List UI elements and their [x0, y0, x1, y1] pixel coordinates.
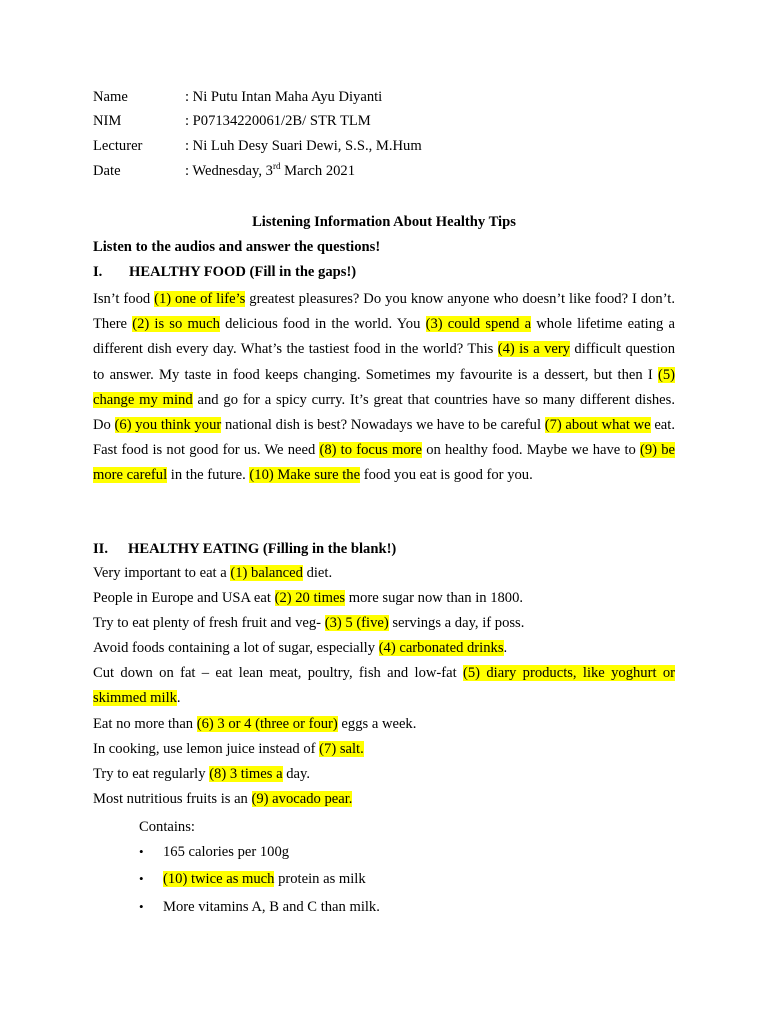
- text-run: .: [503, 640, 508, 656]
- text-run: difficult question to answer. My taste in food keeps changing. Sometimes my favourite is a dessert, but then I: [93, 341, 676, 383]
- highlighted-answer: (4) is a very: [497, 341, 571, 358]
- lecturer-label: Lecturer: [93, 138, 143, 154]
- highlighted-answer: (6) 3 or 4 (three or four): [196, 716, 338, 732]
- name-label: Name: [93, 89, 128, 105]
- section1-number: I.: [93, 264, 103, 280]
- header-nim-row: [93, 111, 371, 131]
- highlighted-answer: (2) is so much: [132, 316, 220, 333]
- date-suffix: March 2021: [280, 163, 356, 179]
- text-run: in the future.: [167, 467, 250, 484]
- section2-line-1: [93, 561, 675, 586]
- highlighted-answer: (3) could spend a: [425, 316, 532, 333]
- date-label: Date: [93, 163, 121, 179]
- highlighted-answer: (9) be more careful: [93, 442, 675, 484]
- highlighted-answer: (3) 5 (five): [324, 615, 389, 631]
- text-run: diet.: [302, 565, 333, 581]
- text-run: More vitamins A, B and C than milk.: [163, 899, 380, 915]
- text-run: on healthy food. Maybe we have to: [422, 442, 640, 459]
- section2-line-6: [93, 712, 675, 737]
- highlighted-answer: (4) carbonated drinks: [378, 640, 504, 656]
- section2-line-8: [93, 762, 675, 787]
- header-lecturer-row: [93, 136, 422, 156]
- text-run: day.: [282, 766, 310, 782]
- section2-number: II.: [93, 541, 109, 557]
- text-run: Isn’t food: [93, 291, 155, 307]
- header-date-row: [93, 161, 355, 181]
- section2-line-5: [93, 661, 675, 711]
- highlighted-answer: (10) twice as much: [163, 871, 275, 887]
- text-run: Very important to eat a: [93, 565, 231, 581]
- text-run: Avoid foods containing a lot of sugar, especially: [93, 640, 379, 656]
- section1-paragraph: [93, 287, 675, 489]
- nim-separator: :: [185, 113, 190, 129]
- section1-title: HEALTHY FOOD (Fill in the gaps!): [129, 264, 357, 280]
- section1-heading: [93, 262, 356, 282]
- bullet-text-1: [163, 844, 289, 860]
- highlighted-answer: (5) change my mind: [93, 366, 675, 408]
- nim-value: P07134220061/2B/ STR TLM: [192, 113, 371, 129]
- text-run: Cut down on fat – eat lean meat, poultry, fish and low-fat: [93, 665, 464, 681]
- highlighted-answer: (6) you think your: [114, 417, 222, 434]
- text-run: Try to eat plenty of fresh fruit and veg-: [93, 615, 325, 631]
- contains-label: Contains:: [139, 819, 195, 835]
- text-run: People in Europe and USA eat: [93, 590, 275, 606]
- highlighted-answer: (7) about what we: [544, 417, 651, 434]
- section2-title: HEALTHY EATING (Filling in the blank!): [128, 541, 397, 557]
- date-separator: :: [185, 163, 190, 179]
- highlighted-answer: (8) 3 times a: [209, 766, 283, 782]
- highlighted-answer: (2) 20 times: [274, 590, 346, 606]
- text-run: In cooking, use lemon juice instead of: [93, 741, 320, 757]
- instruction-text: Listen to the audios and answer the questions!: [93, 239, 381, 255]
- text-run: eat. Fast food is not good for us. We need: [93, 417, 675, 459]
- bullet-item-1: [139, 842, 289, 862]
- name-separator: :: [185, 89, 190, 105]
- bullet-icon: •: [139, 871, 144, 886]
- highlighted-answer: (1) one of life’s: [154, 291, 246, 307]
- bullet-icon: •: [139, 899, 144, 914]
- highlighted-answer: (1) balanced: [230, 565, 303, 581]
- text-run: more sugar now than in 1800.: [345, 590, 524, 606]
- highlighted-answer: (8) to focus more: [319, 442, 423, 459]
- date-value: [192, 163, 355, 179]
- section2-line-2: [93, 586, 675, 611]
- bullet-text-2: [163, 871, 366, 887]
- section2-line-4: [93, 636, 675, 661]
- lecturer-separator: :: [185, 138, 190, 154]
- text-run: Most nutritious fruits is an: [93, 791, 252, 807]
- section2-heading: [93, 539, 396, 559]
- date-prefix: Wednesday, 3: [192, 163, 273, 179]
- highlighted-answer: (9) avocado pear.: [251, 791, 353, 807]
- bullet-item-2: [139, 869, 366, 889]
- text-run: .: [176, 690, 181, 707]
- text-run: delicious food in the world. You: [219, 316, 426, 333]
- text-run: protein as milk: [274, 871, 366, 887]
- text-run: Try to eat regularly: [93, 766, 210, 782]
- lecturer-value: Ni Luh Desy Suari Dewi, S.S., M.Hum: [192, 138, 422, 154]
- text-run: whole lifetime eating a different dish every day. What’s the tastiest food in the world? This: [93, 316, 675, 358]
- text-run: eggs a week.: [337, 716, 417, 732]
- highlighted-answer: (10) Make sure the: [249, 467, 361, 484]
- section2-line-9: [93, 787, 675, 812]
- nim-label: NIM: [93, 113, 122, 129]
- text-run: greatest pleasures? Do you know anyone who doesn’t like food? I don’t. There: [93, 291, 675, 333]
- section2-line-7: [93, 737, 675, 762]
- text-run: food you eat is good for you.: [360, 467, 533, 484]
- bullet-item-3: [139, 897, 380, 917]
- bullet-text-3: [163, 899, 380, 915]
- text-run: servings a day, if poss.: [388, 615, 525, 631]
- text-run: 165 calories per 100g: [163, 844, 290, 860]
- name-value: Ni Putu Intan Maha Ayu Diyanti: [192, 89, 383, 105]
- highlighted-answer: (5) diary products, like yoghurt or skimmed milk: [93, 665, 675, 707]
- highlighted-answer: (7) salt.: [319, 741, 364, 757]
- section2-line-3: [93, 611, 675, 636]
- text-run: Eat no more than: [93, 716, 197, 732]
- header-name-row: [93, 87, 382, 107]
- bullet-icon: •: [139, 844, 144, 859]
- document-title: Listening Information About Healthy Tips: [252, 214, 516, 230]
- text-run: and go for a spicy curry. It’s great that countries have so many different dishes. Do: [93, 391, 675, 434]
- text-run: national dish is best? Nowadays we have to be careful: [221, 417, 545, 434]
- date-superscript: rd: [272, 161, 281, 171]
